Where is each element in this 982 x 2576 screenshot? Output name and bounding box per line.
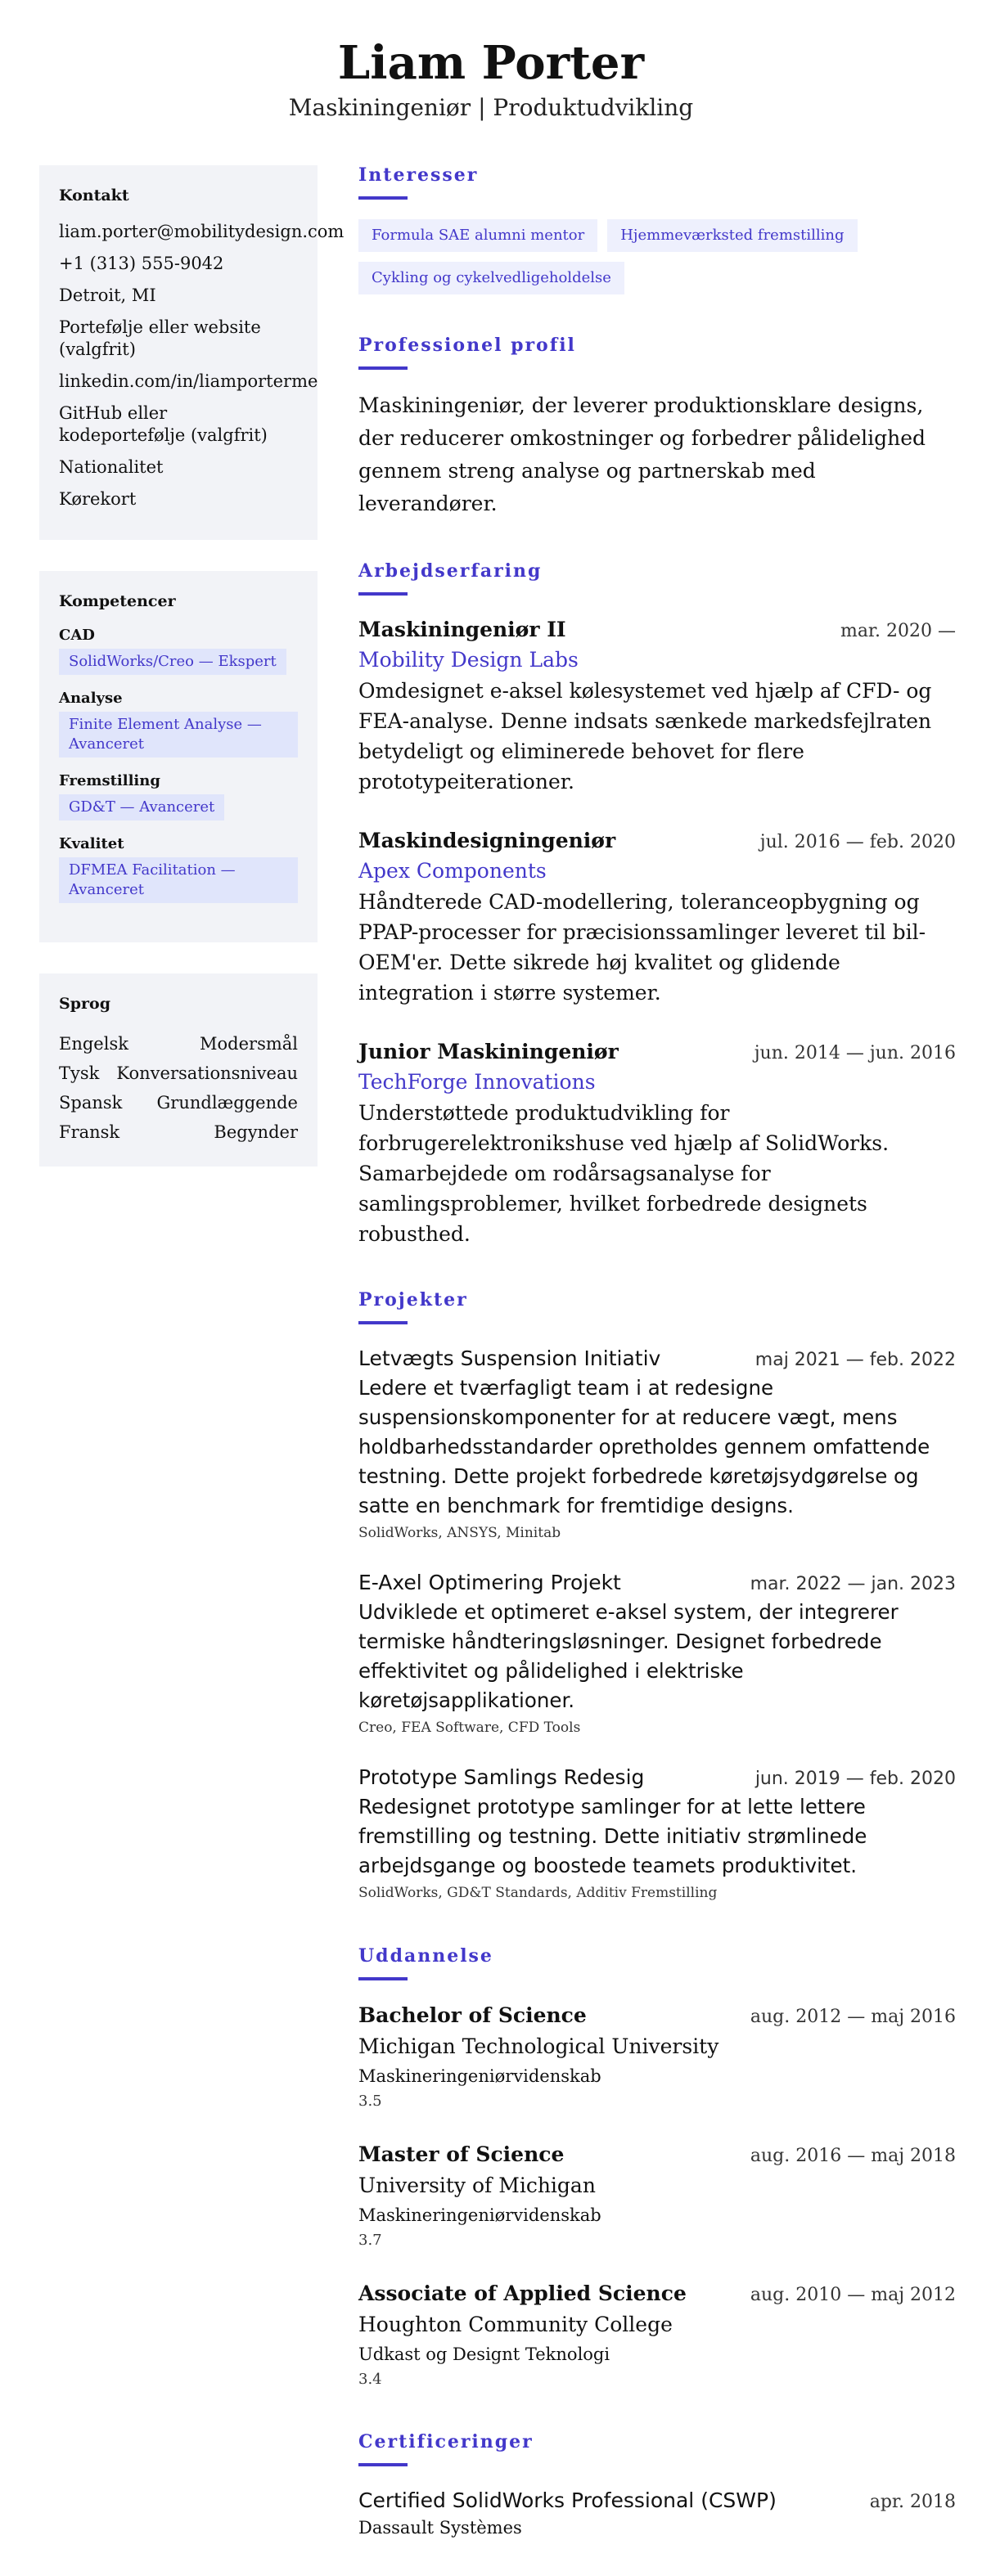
section-divider [358, 592, 408, 596]
school: Houghton Community College [358, 2313, 673, 2336]
education-date: aug. 2012 — maj 2016 [750, 2007, 956, 2027]
section-divider [358, 196, 408, 200]
section-divider [358, 2463, 408, 2466]
candidate-name: Liam Porter [337, 36, 645, 90]
project-description: Redesignet prototype samlinger for at lette lettere fremstilling og testning. Dette initiativ strømlinede arbejdsgange og boostede teamets produktivitet. [358, 1795, 867, 1877]
job-date: jun. 2014 — jun. 2016 [754, 1043, 956, 1063]
skill-tag: SolidWorks/Creo — Ekspert [59, 649, 286, 675]
contact-title: Kontakt [59, 187, 129, 205]
contact-portfolio: Portefølje eller website (valgfrit) [59, 317, 261, 359]
job-date: jul. 2016 — feb. 2020 [759, 832, 956, 852]
profile-text: Maskiningeniør, der leverer produktionsklare designs, der reducerer omkostninger og forbedrer pålidelighed gennem streng analyse og partnerskab med leverandører. [358, 393, 926, 515]
job-date: mar. 2020 — [840, 621, 956, 641]
project-date: maj 2021 — feb. 2022 [755, 1350, 956, 1370]
certifications-section [358, 2427, 956, 2540]
field-of-study: Maskineringeniørvidenskab [358, 2066, 601, 2086]
section-title: Certificeringer [358, 2431, 534, 2452]
job-title: Maskiningeniør II [358, 618, 566, 641]
contact-phone: +1 (313) 555-9042 [59, 254, 224, 273]
profile-section [358, 330, 956, 520]
degree: Master of Science [358, 2142, 565, 2166]
contact-linkedin[interactable]: linkedin.com/in/liamporterme [59, 371, 318, 391]
skill-group [59, 835, 298, 903]
project-entry [358, 1344, 956, 1545]
job-company: Apex Components [358, 859, 547, 883]
education-date: aug. 2010 — maj 2012 [750, 2285, 956, 2305]
job-entry [358, 826, 956, 1008]
sidebar [39, 165, 345, 1198]
degree: Associate of Applied Science [358, 2282, 687, 2305]
project-tech: SolidWorks, ANSYS, Minitab [358, 1525, 561, 1541]
skill-tag: GD&T — Avanceret [59, 794, 224, 820]
degree: Bachelor of Science [358, 2003, 587, 2027]
skills-box [39, 571, 318, 942]
skills-title: Kompetencer [59, 592, 176, 610]
job-title: Junior Maskiningeniør [358, 1040, 619, 1063]
field-of-study: Udkast og Designt Teknologi [358, 2344, 610, 2364]
job-description: Understøttede produktudvikling for forbrugerelektronikshuse ved hjælp af SolidWorks. Samarbejdede om rodårsagsanalyse for samlingsproblemer, hvilket forbedrede designets robusthed. [358, 1101, 890, 1246]
section-divider [358, 1977, 408, 1980]
experience-section [358, 556, 956, 1249]
skill-label: Fremstilling [59, 772, 160, 789]
languages-title: Sprog [59, 995, 110, 1013]
skill-group [59, 772, 298, 820]
education-entry [358, 2278, 956, 2391]
education-entry [358, 2000, 956, 2113]
contact-github: GitHub eller kodeportefølje (valgfrit) [59, 403, 268, 445]
skill-group [59, 690, 298, 758]
job-title: Maskindesigningeniør [358, 829, 616, 852]
section-title: Uddannelse [358, 1945, 493, 1967]
resume-header [0, 0, 982, 124]
project-date: jun. 2019 — feb. 2020 [755, 1769, 956, 1789]
language-name: Engelsk [59, 1034, 128, 1054]
language-name: Tysk [59, 1063, 100, 1083]
job-description: Omdesignet e-aksel kølesystemet ved hjælp af CFD- og FEA-analyse. Denne indsats sænkede markedsfejlraten betydeligt og eliminerede behovet for flere prototypeiterationer. [358, 679, 932, 793]
interests-section [358, 160, 956, 294]
language-level: Grundlæggende [156, 1093, 298, 1113]
job-company: TechForge Innovations [358, 1070, 596, 1094]
language-row [59, 1117, 298, 1147]
school: Michigan Technological University [358, 2034, 719, 2058]
contact-box [39, 165, 345, 540]
education-date: aug. 2016 — maj 2018 [750, 2146, 956, 2166]
skill-group [59, 627, 298, 675]
section-divider [358, 366, 408, 370]
job-description: Håndterede CAD-modellering, toleranceopbygning og PPAP-processer for præcisionssamlinger leveret til bil-OEM'er. Dette sikrede høj kvalitet og glidende integration i større systemer. [358, 890, 926, 1005]
main-column [358, 160, 956, 2576]
contact-license: Kørekort [59, 489, 137, 509]
project-date: mar. 2022 — jan. 2023 [750, 1574, 956, 1594]
project-entry [358, 1763, 956, 1905]
field-of-study: Maskineringeniørvidenskab [358, 2205, 601, 2225]
skill-label: Analyse [59, 690, 123, 707]
candidate-subtitle: Maskiningeniør | Produktudvikling [288, 94, 694, 121]
job-entry [358, 615, 956, 797]
certification-date: apr. 2018 [869, 2492, 956, 2512]
section-title: Arbejdserfaring [358, 560, 543, 582]
gpa: 3.4 [358, 2371, 382, 2388]
certification-entry [358, 2486, 956, 2540]
certification-name: Certified SolidWorks Professional (CSWP) [358, 2488, 777, 2512]
projects-section [358, 1285, 956, 1905]
skill-tag: Finite Element Analyse — Avanceret [59, 712, 298, 758]
language-level: Modersmål [200, 1034, 298, 1054]
job-entry [358, 1037, 956, 1249]
language-row [59, 1029, 298, 1059]
certification-issuer: Dassault Systèmes [358, 2518, 522, 2538]
project-title: E-Axel Optimering Projekt [358, 1571, 621, 1594]
language-row [59, 1088, 298, 1117]
section-title: Projekter [358, 1289, 468, 1310]
contact-email[interactable]: liam.porter@mobilitydesign.com [59, 222, 345, 241]
language-row [59, 1059, 298, 1088]
language-name: Spansk [59, 1093, 123, 1113]
languages-box [39, 973, 318, 1167]
gpa: 3.5 [358, 2093, 382, 2110]
project-description: Udviklede et optimeret e-aksel system, der integrerer termiske håndteringsløsninger. Designet forbedrede effektivitet og pålidelighed i elektriske køretøjsapplikationer. [358, 1600, 899, 1712]
job-company: Mobility Design Labs [358, 648, 579, 672]
gpa: 3.7 [358, 2232, 382, 2249]
section-title: Professionel profil [358, 335, 576, 356]
interest-tag: Cykling og cykelvedligeholdelse [358, 262, 624, 294]
education-entry [358, 2139, 956, 2252]
project-description: Ledere et tværfagligt team i at redesigne suspensionskomponenter for at reducere vægt, mens holdbarhedsstandarder opretholdes gennem omfattende testning. Dette projekt forbedrede køretøjsydgørelse og satte en benchmark for fremtidige designs. [358, 1376, 930, 1517]
interest-tag: Formula SAE alumni mentor [358, 219, 597, 252]
contact-nationality: Nationalitet [59, 457, 164, 477]
skill-label: Kvalitet [59, 835, 124, 852]
project-tech: SolidWorks, GD&T Standards, Additiv Fremstilling [358, 1885, 718, 1901]
skill-label: CAD [59, 627, 95, 644]
education-section [358, 1941, 956, 2391]
language-name: Fransk [59, 1122, 120, 1142]
project-tech: Creo, FEA Software, CFD Tools [358, 1720, 581, 1736]
contact-location: Detroit, MI [59, 285, 156, 305]
project-entry [358, 1568, 956, 1740]
section-title: Interesser [358, 164, 479, 186]
interest-tag: Hjemmeværksted fremstilling [607, 219, 857, 252]
language-level: Konversationsniveau [116, 1063, 298, 1083]
project-title: Prototype Samlings Redesig [358, 1765, 645, 1789]
project-title: Letvægts Suspension Initiativ [358, 1346, 661, 1370]
school: University of Michigan [358, 2174, 596, 2197]
skill-tag: DFMEA Facilitation — Avanceret [59, 857, 298, 903]
section-divider [358, 1321, 408, 1324]
language-level: Begynder [214, 1122, 298, 1142]
